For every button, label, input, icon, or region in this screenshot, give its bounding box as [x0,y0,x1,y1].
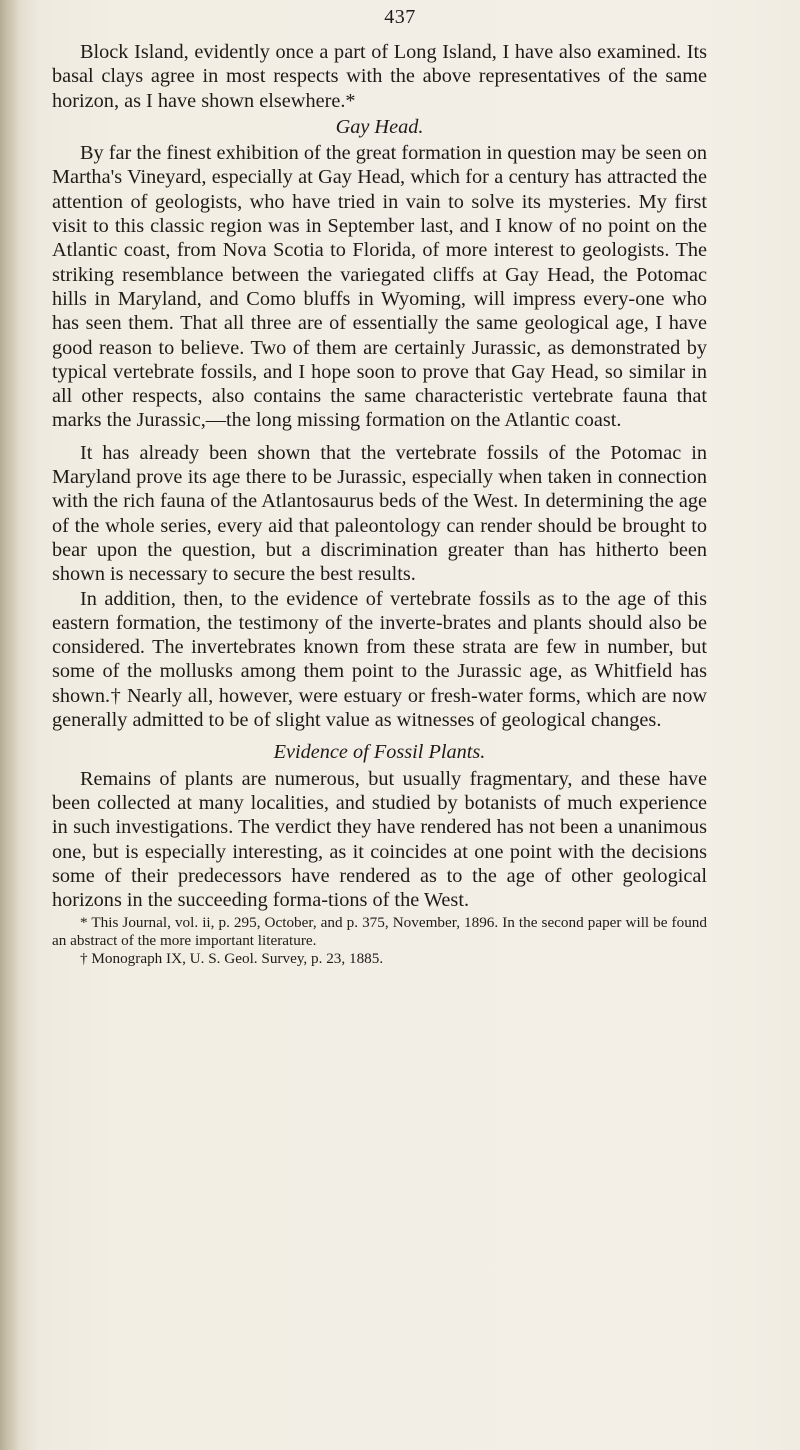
section-heading-fossil-plants: Evidence of Fossil Plants. [273,741,486,764]
footnote-journal: * This Journal, vol. ii, p. 295, October, and p. 375, November, 1896. In the second paper will be found an abstract of the more important literature. [52,914,707,949]
page-number: 437 [384,6,416,28]
footnotes [52,914,707,967]
paragraph-gay-head: By far the finest exhibition of the great formation in question may be seen on Martha's Vineyard, especially at Gay Head, which for a century has attracted the attention of geologists, who have tried in vain to solve its mysteries. My first visit to this classic region was in September last, and I know of no point on the Atlantic coast, from Nova Scotia to Florida, of more interest to geologists. The striking resemblance between the variegated cliffs at Gay Head, the Potomac hills in Maryland, and Como bluffs in Wyoming, will impress every-one who has seen them. That all three are of essentially the same geological age, I have good reason to believe. Two of them are certainly Jurassic, as demonstrated by typical vertebrate fossils, and I hope soon to prove that Gay Head, so similar in all other respects, also contains the same characteristic vertebrate fauna that marks the Jurassic,—the long missing formation on the Atlantic coast. [52,142,707,432]
page-binding-shadow [0,0,20,1450]
paragraph-potomac-vertebrates: It has already been shown that the vertebrate fossils of the Potomac in Maryland prove its age there to be Jurassic, especially when taken in connection with the rich fauna of the Atlantosaurus beds of the West. In determining the age of the whole series, every aid that paleontology can render should be brought to bear upon the question, but a discrimination greater than has hitherto been shown is necessary to secure the best results. [52,441,707,586]
paragraph-fossil-plants: Remains of plants are numerous, but usually fragmentary, and these have been collected at many localities, and studied by botanists of much experience in such investigations. The verdict they have rendered has not been a unanimous one, but is especially interesting, as it coincides at one point with the decisions some of their predecessors have rendered as to the age of other geological horizons in the succeeding forma-tions of the West. [52,767,707,912]
footnote-monograph: † Monograph IX, U. S. Geol. Survey, p. 23, 1885. [80,949,384,967]
section-heading-gay-head: Gay Head. [335,115,424,138]
page-body [52,40,707,967]
paragraph-block-island: Block Island, evidently once a part of Long Island, I have also examined. Its basal clays agree in most respects with the above representatives of the same horizon, as I have shown elsewhere.* [52,41,707,112]
paragraph-invertebrates: In addition, then, to the evidence of vertebrate fossils as to the age of this eastern formation, the testimony of the inverte-brates and plants should also be considered. The invertebrates known from these strata are few in number, but some of the mollusks among them point to the Jurassic age, as Whitfield has shown.† Nearly all, however, were estuary or fresh-water forms, which are now generally admitted to be of slight value as witnesses of geological changes. [52,587,707,732]
